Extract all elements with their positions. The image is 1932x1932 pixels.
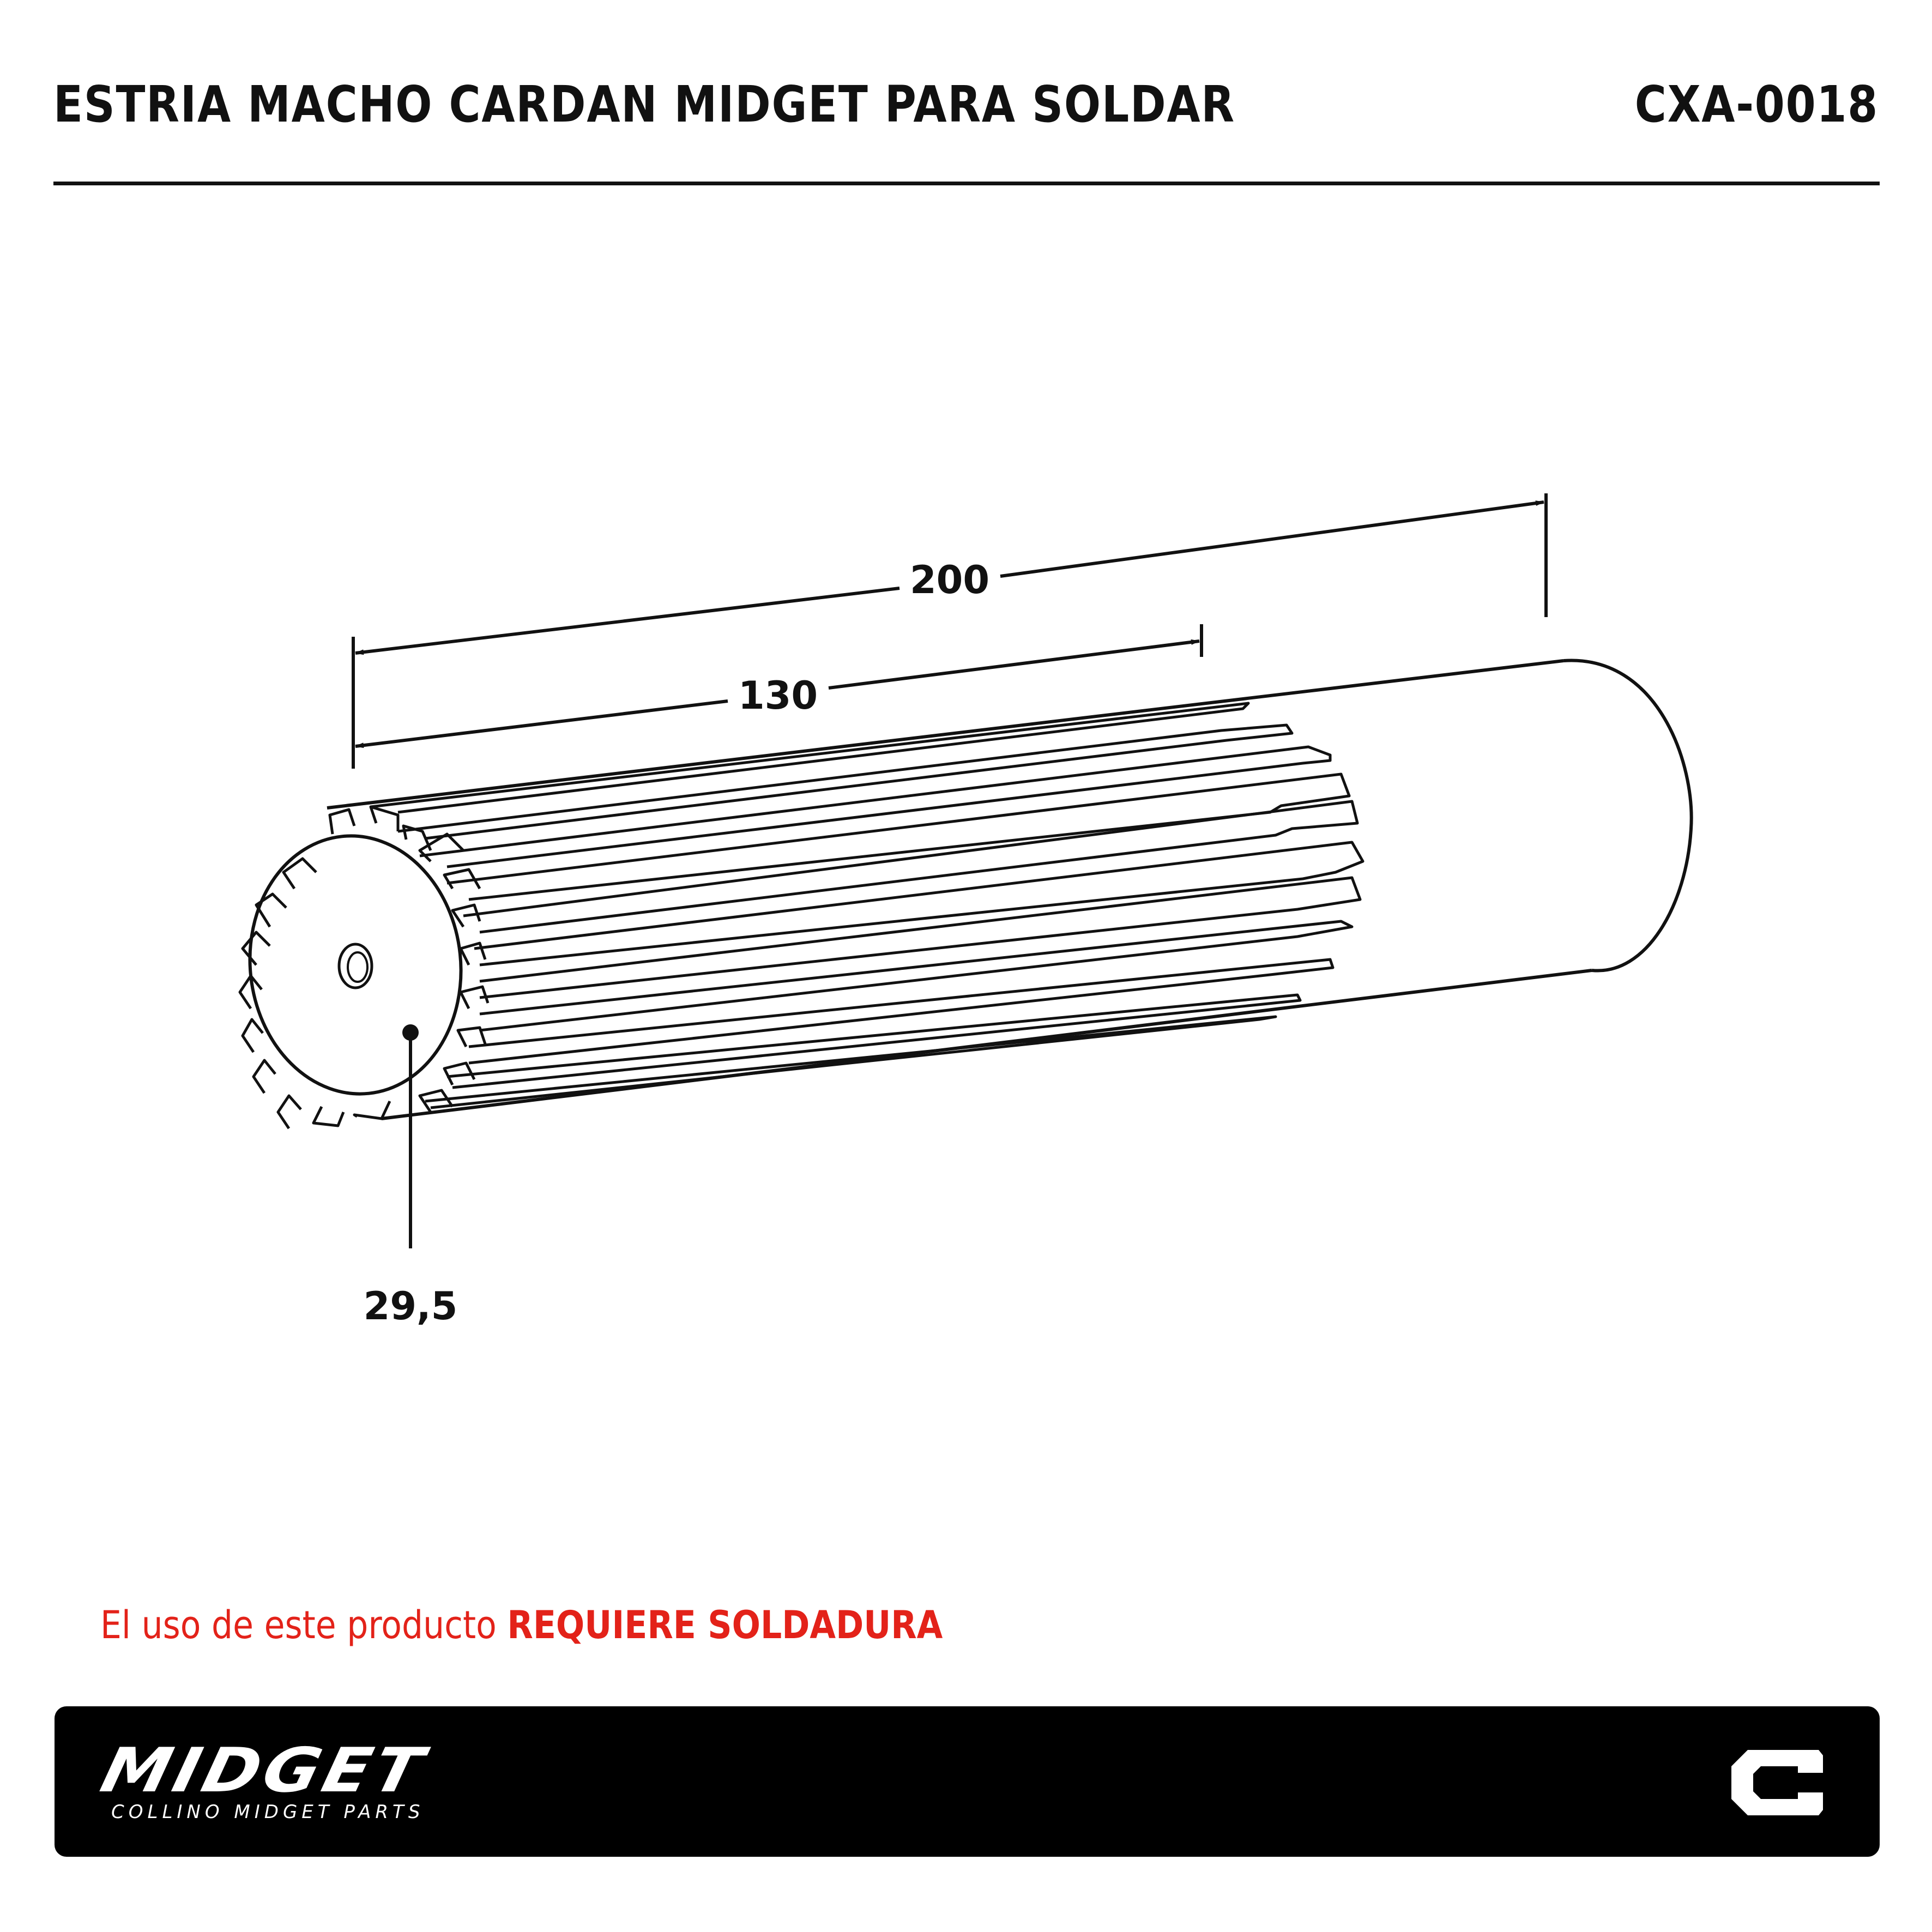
spline-teeth xyxy=(240,807,488,1128)
dimension-label-200: 200 xyxy=(909,558,990,602)
shaft-top-edge xyxy=(327,661,1563,808)
dim-200-left xyxy=(355,588,899,653)
dimensions xyxy=(353,493,1546,1248)
shaft-end-face xyxy=(237,825,473,1104)
shaft xyxy=(237,660,1691,1128)
footer-bar xyxy=(55,1706,1880,1857)
notice-prefix: El uso de este producto xyxy=(100,1603,508,1647)
notice-emphasis: REQUIERE SOLDADURA xyxy=(507,1603,943,1647)
shaft-end-cap xyxy=(1563,660,1692,970)
spline-grooves xyxy=(371,703,1363,1108)
collino-c-icon xyxy=(1726,1744,1830,1821)
dimension-label-130: 130 xyxy=(738,673,818,718)
welding-notice xyxy=(100,1603,943,1647)
dim-200-right xyxy=(1000,502,1544,576)
brand-subtitle: COLLINO MIDGET PARTS xyxy=(111,1801,425,1823)
diameter-leader-dot xyxy=(402,1024,419,1041)
center-hole-inner xyxy=(348,952,367,982)
product-code: CXA-0018 xyxy=(1634,75,1879,134)
product-title: ESTRIA MACHO CARDAN MIDGET PARA SOLDAR xyxy=(53,75,1235,134)
dimension-label-diameter: 29,5 xyxy=(363,1284,458,1329)
brand-logo: MIDGET xyxy=(94,1735,433,1806)
dim-130-right xyxy=(829,641,1199,688)
dim-130-left xyxy=(355,701,728,746)
